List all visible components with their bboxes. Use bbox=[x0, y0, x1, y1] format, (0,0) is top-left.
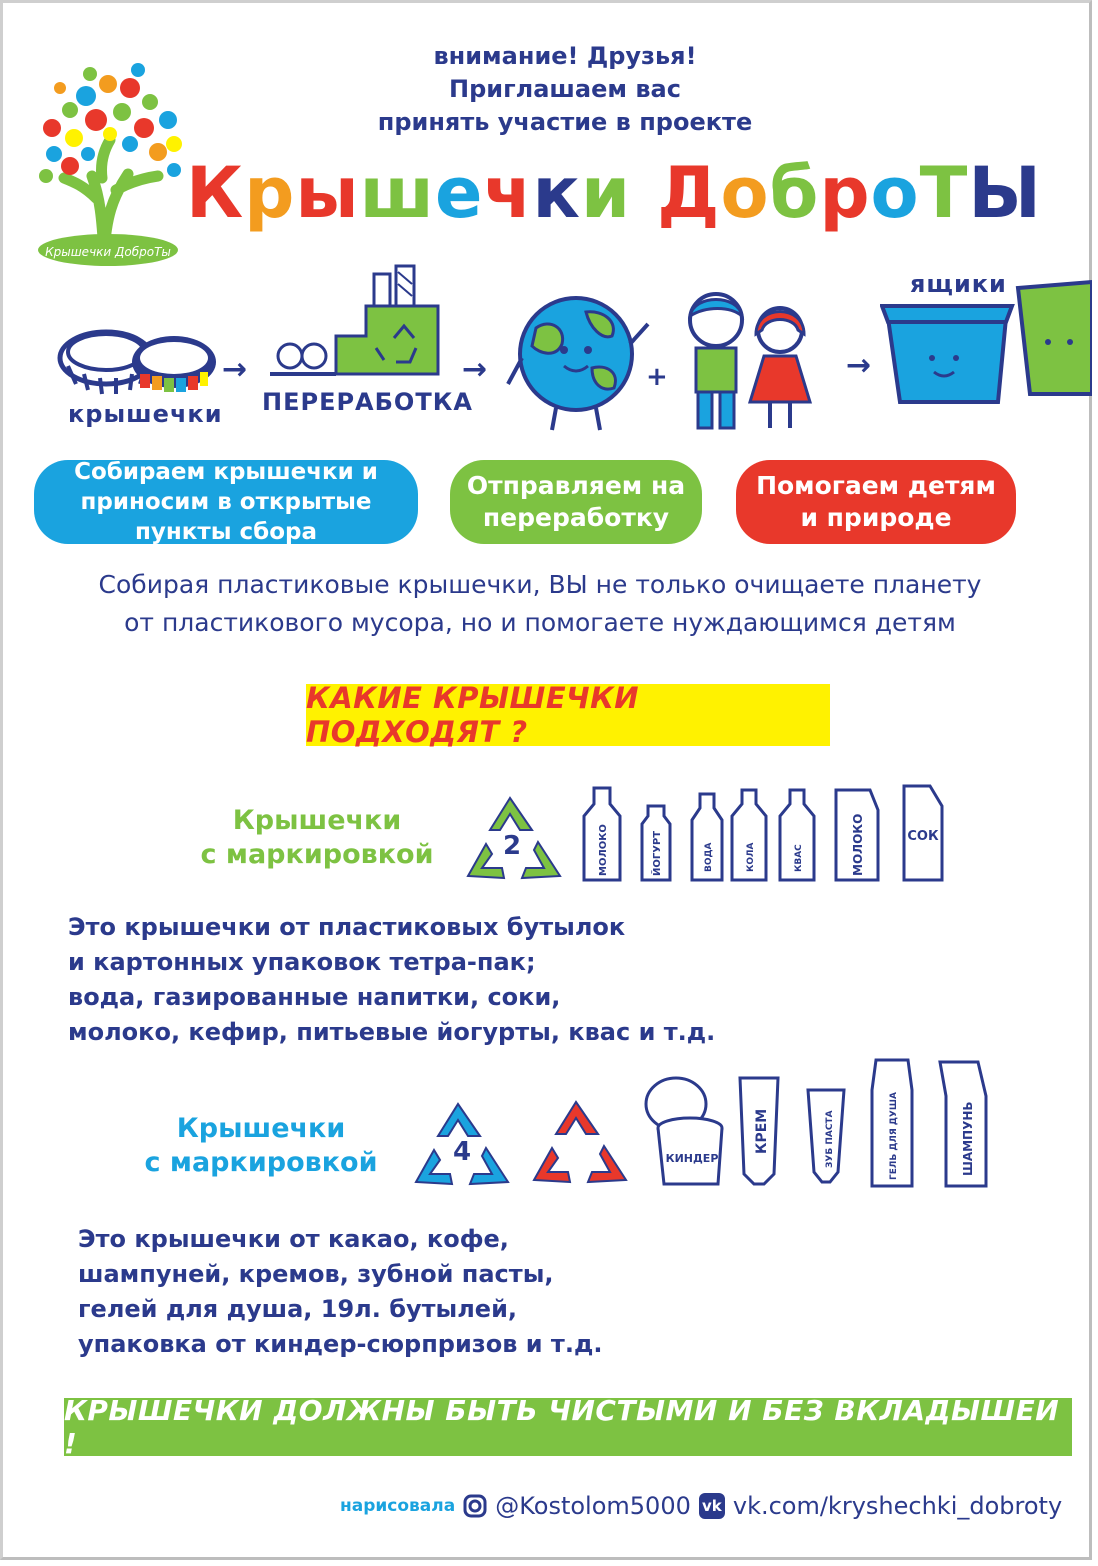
plus-icon: + bbox=[646, 362, 668, 392]
product-label: ЙОГУРТ bbox=[652, 830, 663, 876]
pill-collect-text: Собираем крышечки и приносим в открытые пункты сбора bbox=[74, 459, 378, 545]
tree-logo-icon bbox=[30, 58, 190, 273]
pill-collect bbox=[34, 460, 418, 544]
intro-line-1: внимание! Друзья! bbox=[433, 42, 697, 70]
children-icon bbox=[676, 290, 826, 434]
footer bbox=[340, 1486, 1090, 1526]
desc2-line: упаковка от киндер-сюрпризов и т.д. bbox=[78, 1330, 603, 1358]
product-label: КИНДЕР bbox=[665, 1152, 719, 1165]
intro-line-3: принять участие в проекте bbox=[377, 108, 753, 136]
title-letter: е bbox=[434, 152, 484, 234]
marking-2-description bbox=[68, 910, 788, 1050]
planet-earth-icon bbox=[506, 288, 664, 436]
arrow-icon: → bbox=[846, 348, 872, 383]
desc1-line: Это крышечки от пластиковых бутылок bbox=[68, 913, 626, 941]
desc2-line: шампуней, кремов, зубной пасты, bbox=[78, 1260, 554, 1288]
title-letter: б bbox=[769, 152, 820, 234]
product-label: КВАС bbox=[794, 844, 804, 872]
instagram-handle[interactable]: @Kostolom5000 bbox=[495, 1492, 691, 1520]
title-letter: К bbox=[186, 152, 245, 234]
marking-45-label bbox=[130, 1112, 392, 1180]
product-label: ГЕЛЬ ДЛЯ ДУША bbox=[889, 1092, 899, 1180]
arrow-icon: → bbox=[222, 352, 248, 387]
recycling-label: ПЕРЕРАБОТКА bbox=[262, 388, 473, 416]
product-label: ЗУБ ПАСТА bbox=[825, 1110, 835, 1168]
title-letter: ы bbox=[295, 152, 360, 234]
title-letter: ш bbox=[359, 152, 435, 234]
recycle-4-number: 4 bbox=[452, 1137, 472, 1167]
recycling-plant-icon bbox=[266, 262, 446, 386]
title-letter: р bbox=[819, 152, 871, 234]
vk-icon: vk bbox=[699, 1493, 725, 1519]
drawn-by-label: нарисовала bbox=[340, 1496, 456, 1516]
pill-recycle bbox=[450, 460, 702, 544]
recycle-4-icon bbox=[408, 1096, 518, 1196]
instagram-icon bbox=[463, 1494, 487, 1518]
recycle-2-icon bbox=[460, 790, 570, 890]
bottle-caps-icon bbox=[54, 318, 224, 404]
title-letter: и bbox=[581, 152, 632, 234]
arrow-icon: → bbox=[462, 352, 488, 387]
intro-line-2: Приглашаем вас bbox=[449, 75, 681, 103]
title-letter: к bbox=[532, 152, 582, 234]
product-label: МОЛОКО bbox=[598, 824, 609, 876]
product-label: КРЕМ bbox=[754, 1108, 770, 1154]
title-letter: ч bbox=[483, 152, 533, 234]
project-blurb bbox=[60, 566, 1020, 642]
pill-help bbox=[736, 460, 1016, 544]
marking-2-label-line2: с маркировкой bbox=[200, 839, 434, 870]
desc1-line: и картонных упаковок тетра-пак; bbox=[68, 948, 536, 976]
cosmetics-containers-icon bbox=[640, 1056, 1000, 1198]
desc2-line: Это крышечки от какао, кофе, bbox=[78, 1225, 509, 1253]
title-letter: Т bbox=[919, 152, 969, 234]
project-title bbox=[186, 152, 1042, 234]
intro-text bbox=[300, 40, 830, 139]
marking-45-label-line2: с маркировкой bbox=[144, 1147, 378, 1178]
product-label: КОЛА bbox=[746, 842, 756, 872]
boxes-label: ящики bbox=[910, 270, 1007, 298]
logo-caption: Крышечки ДоброТы bbox=[45, 245, 171, 259]
product-label: ШАМПУНЬ bbox=[961, 1101, 975, 1176]
recycle-2-number: 2 bbox=[502, 831, 522, 861]
marking-2-label-line1: Крышечки bbox=[232, 805, 402, 836]
collection-boxes-icon bbox=[880, 262, 1092, 414]
caps-label: крышечки bbox=[68, 400, 223, 428]
title-letter: Ы bbox=[968, 152, 1042, 234]
marking-45-label-line1: Крышечки bbox=[176, 1113, 346, 1144]
blurb-line-1: Собирая пластиковые крышечки, ВЫ не только очищаете планету bbox=[98, 570, 982, 599]
recycle-5-icon bbox=[526, 1094, 636, 1194]
title-letter: Д bbox=[657, 152, 721, 234]
pill-recycle-text: Отправляем на переработку bbox=[466, 471, 686, 532]
title-letter: р bbox=[244, 152, 296, 234]
question-heading: КАКИЕ КРЫШЕЧКИ ПОДХОДЯТ ? bbox=[306, 684, 830, 746]
drink-containers-icon bbox=[580, 776, 950, 888]
marking-45-description bbox=[78, 1222, 778, 1362]
title-letter: о bbox=[720, 152, 770, 234]
desc2-line: гелей для душа, 19л. бутылей, bbox=[78, 1295, 518, 1323]
desc1-line: молоко, кефир, питьевые йогурты, квас и т.д. bbox=[68, 1018, 716, 1046]
recycle-5-number: 5 bbox=[572, 1135, 592, 1165]
vk-link[interactable]: vk.com/kryshechki_dobroty bbox=[732, 1492, 1063, 1520]
desc1-line: вода, газированные напитки, соки, bbox=[68, 983, 561, 1011]
marking-2-label bbox=[186, 804, 448, 872]
product-label: ВОДА bbox=[704, 842, 714, 872]
title-letter: о bbox=[870, 152, 920, 234]
pill-help-text: Помогаем детям и природе bbox=[756, 471, 996, 532]
product-label: МОЛОКО bbox=[851, 813, 865, 876]
clean-caps-banner: КРЫШЕЧКИ ДОЛЖНЫ БЫТЬ ЧИСТЫМИ И БЕЗ ВКЛАДЫШЕЙ ! bbox=[64, 1398, 1072, 1456]
product-label: СОК bbox=[907, 829, 939, 844]
blurb-line-2: от пластикового мусора, но и помогаете нуждающимся детям bbox=[124, 608, 956, 637]
